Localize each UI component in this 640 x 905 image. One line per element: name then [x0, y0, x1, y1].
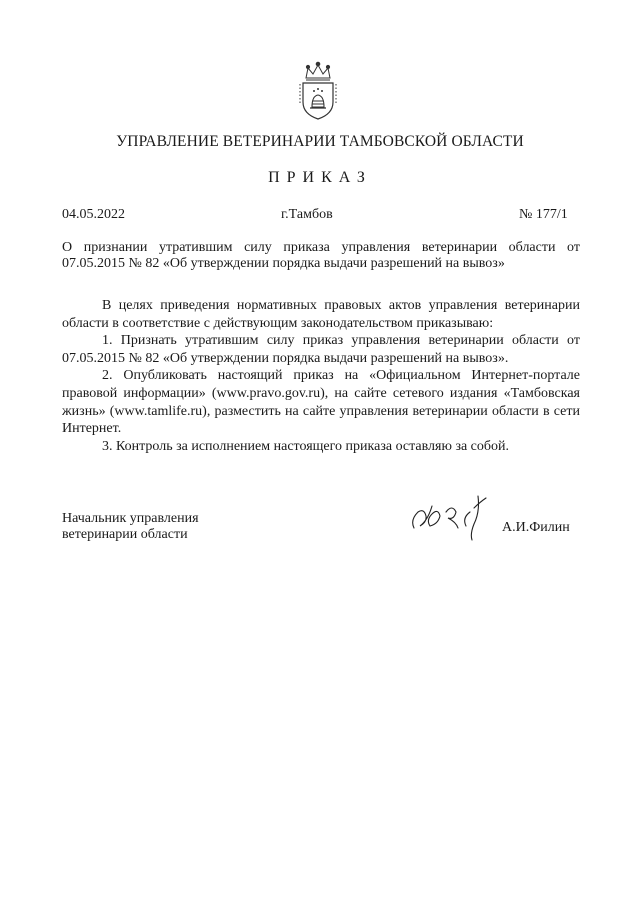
- body-item-1: 1. Признать утратившим силу приказ управления ветеринарии области от 07.05.2015 № 82 «Об утверждении порядка выдачи разрешений на вывоз».: [62, 333, 580, 366]
- document-date: 04.05.2022: [62, 207, 125, 222]
- document-body: [62, 297, 580, 455]
- coat-of-arms-icon: [295, 60, 341, 122]
- agency-name: УПРАВЛЕНИЕ ВЕТЕРИНАРИИ ТАМБОВСКОЙ ОБЛАСТИ: [116, 133, 524, 150]
- body-item-2: 2. Опубликовать настоящий приказ на «Официальном Интернет-портале правовой информации» (www.pravo.gov.ru), на сайте сетевого издания «Тамбовская жизнь» (www.tamlife.ru), разместить на сайте управления ветеринарии области в сети Интернет.: [62, 368, 580, 437]
- signer-position-line-1: Начальник управления: [62, 511, 199, 526]
- signer-position-line-2: ветеринарии области: [62, 526, 188, 542]
- document-number: № 177/1: [519, 207, 568, 222]
- signer-position: [62, 511, 199, 542]
- document-subject: О признании утратившим силу приказа управления ветеринарии области от 07.05.2015 № 82 «Об утверждении порядка выдачи разрешений на вывоз»: [62, 240, 580, 271]
- handwritten-signature: [408, 490, 498, 542]
- body-intro-paragraph: В целях приведения нормативных правовых актов управления ветеринарии области в соответствие с действующим законодательством приказываю:: [62, 298, 580, 331]
- body-item-3: 3. Контроль за исполнением настоящего приказа оставляю за собой.: [102, 438, 510, 454]
- signer-name: А.И.Филин: [502, 520, 570, 535]
- document-type-title: ПРИКАЗ: [268, 169, 372, 186]
- document-city: г.Тамбов: [281, 207, 333, 222]
